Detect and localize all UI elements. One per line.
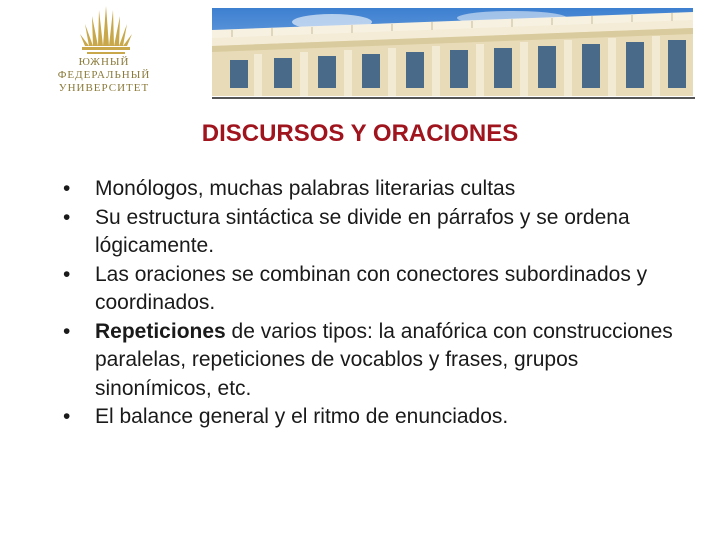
bullet-item [63, 204, 688, 261]
logo-text-line-3: УНИВЕРСИТЕТ [58, 82, 150, 94]
sunburst-emblem-icon [79, 6, 133, 56]
bullet-item [63, 403, 688, 432]
bullet-icon: • [63, 319, 71, 343]
bullet-icon: • [63, 405, 71, 428]
bullet-text: El balance general y el ritmo de enunciados. [95, 405, 509, 428]
university-building-photo [212, 8, 693, 96]
header-divider [212, 97, 695, 99]
bullet-text: Monólogos, muchas palabras literarias cultas [95, 177, 516, 200]
bullet-text: de varios tipos: la anafórica con construcciones paralelas, repeticiones de vocablos y frases, grupos sinonímicos, etc. [95, 319, 673, 400]
university-logo [34, 6, 174, 96]
bullet-icon: • [63, 262, 71, 286]
bullet-item [63, 175, 688, 204]
logo-text-line-2: ФЕДЕРАЛЬНЫЙ [57, 69, 151, 81]
bullet-item [63, 261, 688, 318]
bullet-text: Su estructura sintáctica se divide en párrafos y se ordena lógicamente. [95, 205, 630, 257]
bullet-bold-text: Repeticiones [95, 319, 226, 343]
bullet-text: Las oraciones se combinan con conectores subordinados y coordinados. [95, 262, 648, 314]
bullet-item [63, 318, 688, 404]
slide-title: DISCURSOS Y ORACIONES [201, 120, 519, 147]
bullet-icon: • [63, 177, 71, 200]
logo-text-line-1: ЮЖНЫЙ [78, 56, 130, 68]
slide-header [0, 0, 720, 104]
bullet-icon: • [63, 205, 71, 229]
bullet-list [63, 175, 688, 432]
